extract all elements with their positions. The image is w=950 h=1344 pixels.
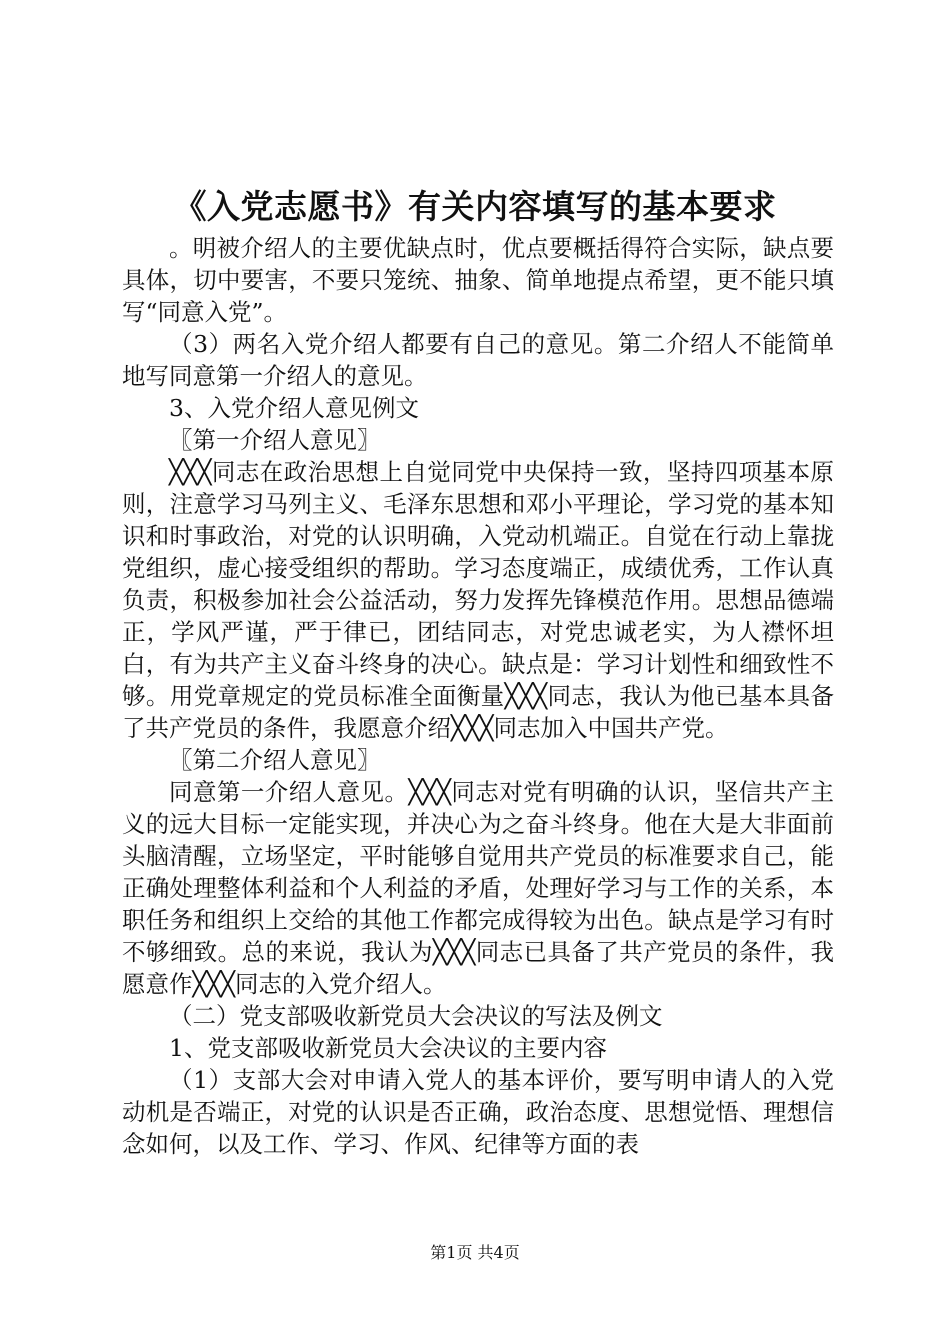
paragraph-second-introducer-opinion: 同意第一介绍人意见。╳╳╳同志对党有明确的认识，坚信共产主义的远大目标一定能实现，并决心为之奋斗终身。他在大是大非面前头脑清醒，立场坚定，平时能够自觉用共产党员的标准要求自己，能正确处理整体利益和个人利益的矛盾，处理好学习与工作的关系，本职任务和组织上交给的其他工作都完成得较为出色。缺点是学习有时不够细致。总的来说，我认为╳╳╳同志已具备了共产党员的条件，我愿意作╳╳╳同志的入党介绍人。 <box>122 778 834 998</box>
paragraph-first-introducer-opinion: ╳╳╳同志在政治思想上自觉同党中央保持一致，坚持四项基本原则，注意学习马列主义、毛泽东思想和邓小平理论，学习党的基本知识和时事政治，对党的认识明确，入党动机端正。自觉在行动上靠拢党组织，虚心接受组织的帮助。学习态度端正，成绩优秀，工作认真负责，积极参加社会公益活动，努力发挥先锋模范作用。思想品德端正，学风严谨，严于律已，团结同志，对党忠诚老实，为人襟怀坦白，有为共产主义奋斗终身的决心。缺点是：学习计划性和细致性不够。用党章规定的党员标准全面衡量╳╳╳同志，我认为他已基本具备了共产党员的条件，我愿意介绍╳╳╳同志加入中国共产党。 <box>122 458 834 742</box>
paragraph-heading-examples: 3、入党介绍人意见例文 <box>169 394 419 422</box>
paragraph-first-introducer-label: 〖第一介绍人意见〗 <box>169 426 381 454</box>
page-number-footer: 第1页 共4页 <box>430 1243 520 1262</box>
paragraph-two-introducers: （3）两名入党介绍人都要有自己的意见。第二介绍人不能简单地写同意第一介绍人的意见。 <box>122 330 834 390</box>
paragraph-resolution-evaluation: （1）支部大会对申请入党人的基本评价，要写明申请人的入党动机是否端正，对党的认识是否正确，政治态度、思想觉悟、理想信念如何，以及工作、学习、作风、纪律等方面的表 <box>122 1066 834 1158</box>
page-title: 《入党志愿书》有关内容填写的基本要求 <box>173 187 777 226</box>
document-body <box>122 232 834 1160</box>
paragraph-defects-requirement: 。明被介绍人的主要优缺点时，优点要概括得符合实际，缺点要具体，切中要害，不要只笼统、抽象、简单地提点希望，更不能只填写“同意入党”。 <box>122 234 834 326</box>
paragraph-section-two-heading: （二）党支部吸收新党员大会决议的写法及例文 <box>169 1002 663 1030</box>
paragraph-resolution-content-heading: 1、党支部吸收新党员大会决议的主要内容 <box>169 1034 607 1062</box>
paragraph-second-introducer-label: 〖第二介绍人意见〗 <box>169 746 381 774</box>
